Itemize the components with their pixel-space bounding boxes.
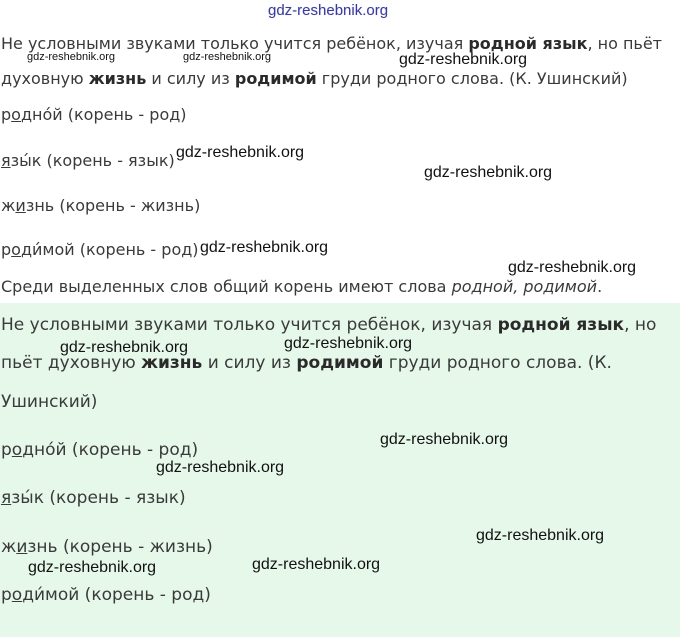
watermark-top: gdz-reshebnik.org xyxy=(268,2,389,19)
stressed-vowel: о xyxy=(11,105,21,124)
watermark: gdz-reshebnik.org xyxy=(27,51,116,63)
watermark: gdz-reshebnik.org xyxy=(399,51,528,68)
watermark: gdz-reshebnik.org xyxy=(156,459,285,476)
word-rodnoy: родно́й (корень - род) xyxy=(1,105,187,124)
answer-line-2: пьёт духовную жизнь и силу из родимой груди родного слова. (К. xyxy=(1,353,612,373)
watermark: gdz-reshebnik.org xyxy=(200,239,329,256)
answer-line-1: Не условными звуками только учится ребёнок, изучая родной язык, но xyxy=(1,315,657,335)
word-rodimoy: роди́мой (корень - род) xyxy=(1,240,199,259)
stressed-vowel: и xyxy=(15,196,26,215)
watermark: gdz-reshebnik.org xyxy=(176,144,305,161)
bold-rodimoy: родимой xyxy=(234,69,317,88)
watermark: gdz-reshebnik.org xyxy=(508,259,637,276)
watermark: gdz-reshebnik.org xyxy=(28,559,157,576)
bold-zhizn: жизнь xyxy=(88,69,147,88)
answer-word-rodnoy: родно́й (корень - род) xyxy=(1,440,199,460)
answer-word-zhizn: жизнь (корень - жизнь) xyxy=(1,537,213,557)
quote-line-2: духовную жизнь и силу из родимой груди родного слова. (К. Ушинский) xyxy=(1,69,628,88)
watermark: gdz-reshebnik.org xyxy=(252,556,381,573)
answer-line-3: Ушинский) xyxy=(1,392,98,412)
watermark: gdz-reshebnik.org xyxy=(476,527,605,544)
stressed-vowel: о xyxy=(11,240,21,259)
watermark: gdz-reshebnik.org xyxy=(60,339,189,356)
word-zhizn: жизнь (корень - жизнь) xyxy=(1,196,201,215)
word-yazyk: язы́к (корень - язык) xyxy=(1,151,175,170)
watermark: gdz-reshebnik.org xyxy=(380,431,509,448)
watermark: gdz-reshebnik.org xyxy=(424,164,553,181)
bold-rodnoy-yazyk: родной язык xyxy=(468,34,588,53)
stressed-vowel: я xyxy=(1,151,11,170)
answer-word-yazyk: язы́к (корень - язык) xyxy=(1,488,186,508)
watermark: gdz-reshebnik.org xyxy=(183,51,272,63)
watermark: gdz-reshebnik.org xyxy=(284,335,413,352)
conclusion: Среди выделенных слов общий корень имеют слова родной, родимой. xyxy=(1,277,603,296)
quote-line-1: Не условными звуками только учится ребёнок, изучая родной язык, но пьёт xyxy=(1,34,662,53)
answer-word-rodimoy: роди́мой (корень - род) xyxy=(1,585,211,605)
